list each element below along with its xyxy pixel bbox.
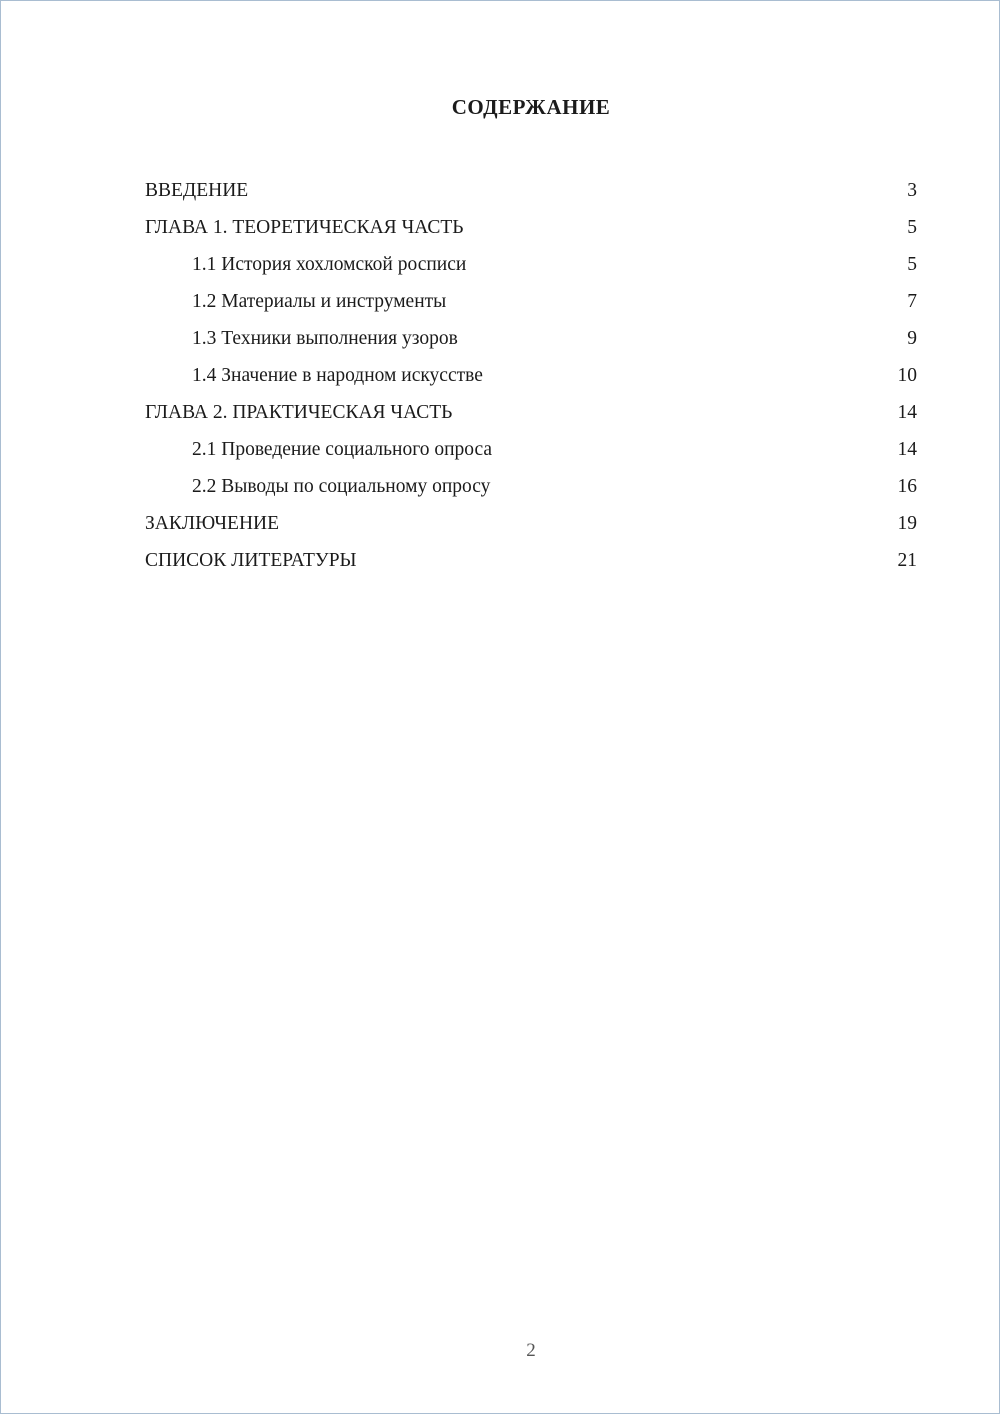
toc-entry-label: 1.2 Материалы и инструменты	[192, 291, 447, 312]
toc-entry-page: 7	[907, 291, 917, 312]
toc-entry-label: ВВЕДЕНИЕ	[145, 180, 249, 201]
toc-entry-label: СПИСОК ЛИТЕРАТУРЫ	[145, 550, 357, 571]
document-page	[145, 0, 917, 1414]
toc-entry-page: 16	[897, 476, 917, 497]
toc-entry	[145, 320, 917, 357]
page-number: 2	[526, 1340, 536, 1361]
toc-entry	[145, 283, 917, 320]
toc-entry	[145, 172, 917, 209]
toc-entry	[145, 209, 917, 246]
toc-entry-page: 3	[907, 180, 917, 201]
toc-entry	[145, 505, 917, 542]
toc-entry-page: 19	[897, 513, 917, 534]
table-of-contents	[145, 172, 917, 579]
toc-entry-page: 9	[907, 328, 917, 349]
toc-entry-page: 5	[907, 254, 917, 275]
toc-entry-page: 14	[897, 439, 917, 460]
toc-entry-label: 1.3 Техники выполнения узоров	[192, 328, 458, 349]
toc-entry-page: 14	[897, 402, 917, 423]
toc-entry-label: ЗАКЛЮЧЕНИЕ	[145, 513, 280, 534]
toc-entry-page: 5	[907, 217, 917, 238]
toc-entry	[145, 468, 917, 505]
toc-entry	[145, 542, 917, 579]
toc-entry-label: ГЛАВА 1. ТЕОРЕТИЧЕСКАЯ ЧАСТЬ	[145, 217, 464, 238]
toc-entry-label: 2.2 Выводы по социальному опросу	[192, 476, 491, 497]
page-title: СОДЕРЖАНИЕ	[451, 95, 611, 119]
toc-entry	[145, 357, 917, 394]
toc-entry-label: 1.1 История хохломской росписи	[192, 254, 467, 275]
toc-entry	[145, 394, 917, 431]
toc-entry-label: ГЛАВА 2. ПРАКТИЧЕСКАЯ ЧАСТЬ	[145, 402, 453, 423]
toc-entry-label: 2.1 Проведение социального опроса	[192, 439, 493, 460]
toc-entry	[145, 431, 917, 468]
toc-entry-label: 1.4 Значение в народном искусстве	[192, 365, 483, 386]
toc-entry-page: 10	[897, 365, 917, 386]
toc-entry-page: 21	[897, 550, 917, 571]
toc-entry	[145, 246, 917, 283]
